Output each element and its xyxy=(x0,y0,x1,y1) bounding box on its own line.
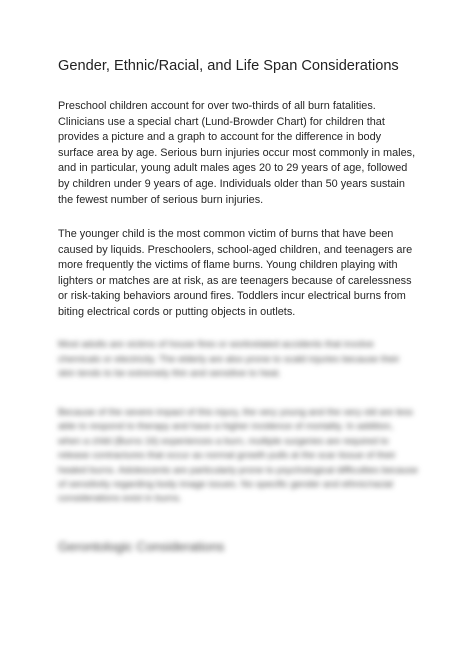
blurred-paragraph-severity: Because of the severe impact of this injury, the very young and the very old are less able to respond to therapy and have a higher incidence of mortality. In addition, when a child (Burns 16) experiences a burn, multiple surgeries are required to release contractures that occur as normal growth pulls at the scar tissue of their healed burns. Adolescents are particularly prone to psychological difficulties because of sensitivity regarding body image issues. No specific gender and ethnic/racial considerations exist in burns. xyxy=(58,407,418,505)
blurred-subheading: Gerontologic Considerations xyxy=(58,539,225,554)
section-title: Gender, Ethnic/Racial, and Life Span Considerations xyxy=(58,58,399,74)
paragraph-younger-child: The younger child is the most common victim of burns that have been caused by liquids. Preschoolers, school-aged children, and teenagers are more frequently the victims of flame burns. Young children playing with lighters or matches are at risk, as are teenagers because of carelessness or risk-taking behaviors around fires. Toddlers incur electrical burns from biting electrical cords or putting objects in outlets. xyxy=(58,228,413,318)
paragraph-age-distribution: Preschool children account for over two-thirds of all burn fatalities. Clinicians use a special chart (Lund-Browder Chart) for children that provides a picture and a graph to account for the difference in body surface area by age. Serious burn injuries occur most commonly in males, and in particular, young adult males ages 20 to 29 years of age, followed by children under 9 years of age. Individuals older than 50 years sustain the fewest number of serious burn injuries. xyxy=(58,100,416,206)
blurred-paragraph-adults: Most adults are victims of house fires or workrelated accidents that involve chemicals or electricity. The elderly are also prone to scald injuries because their skin tends to be extremely thin and sensitive to heat. xyxy=(58,339,400,380)
